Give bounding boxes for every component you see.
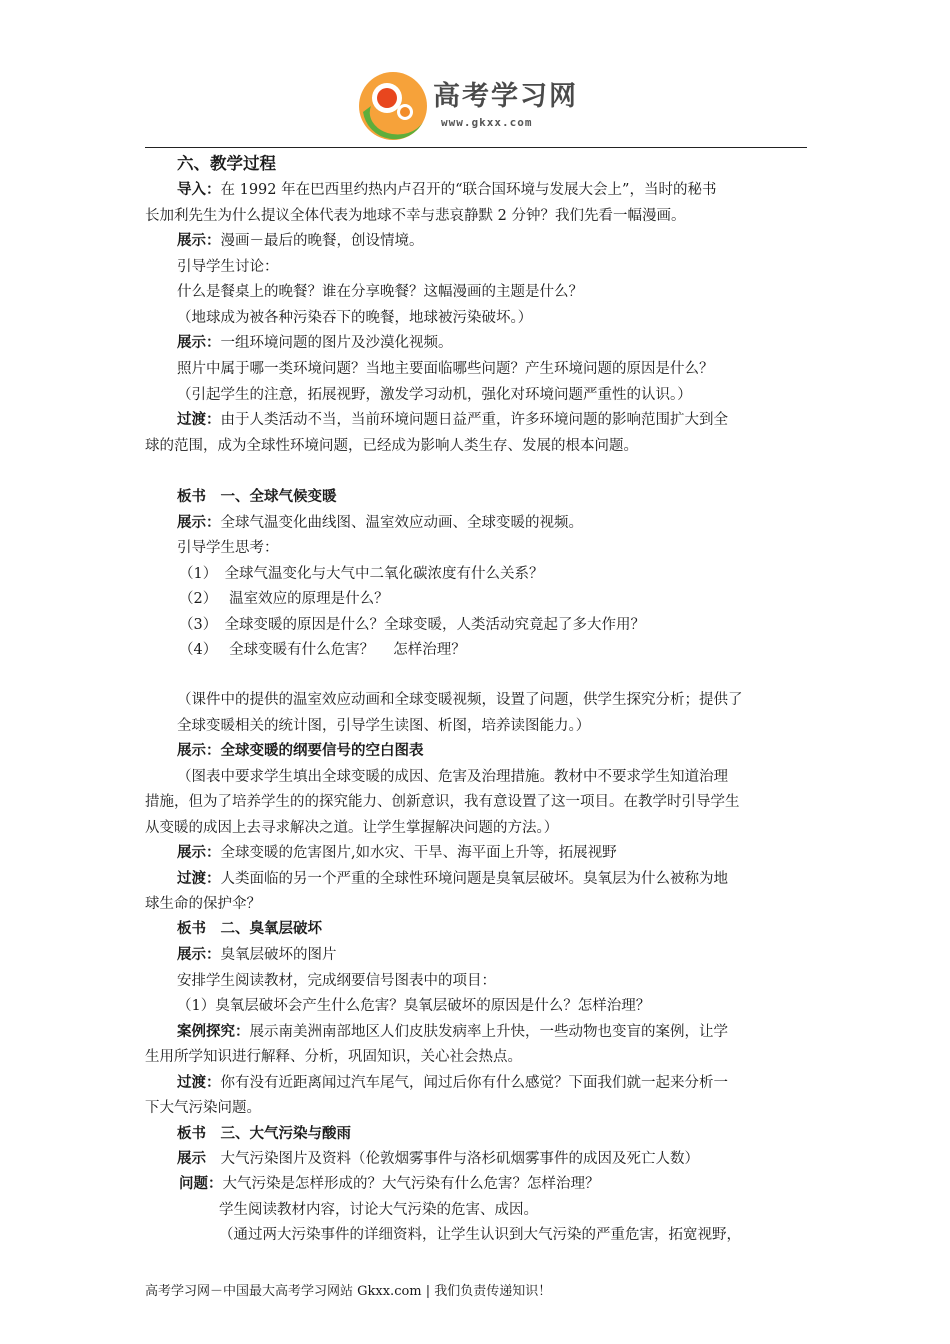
paragraph-label: 展示： (177, 232, 221, 249)
paragraph-label: 问题： (179, 1175, 223, 1192)
paragraph-label: 过渡： (177, 411, 221, 428)
paragraph-label: 展示 (177, 1150, 206, 1167)
paragraph-line (177, 538, 279, 558)
paragraph-line (177, 180, 716, 200)
paragraph-text: 学生阅读教材内容，讨论大气污染的危害、成因。 (219, 1202, 538, 1218)
page-header (145, 60, 807, 150)
paragraph-line (145, 818, 558, 838)
page-footer: 高考学习网－中国最大高考学习网站 Gkxx.com | 我们负责传递知识！ (145, 1284, 552, 1299)
paragraph-text: 长加利先生为什么提议全体代表为地球不幸与悲哀静默 2 分钟？我们先看一幅漫画。 (145, 208, 686, 224)
paragraph-label: 展示： (177, 844, 221, 861)
paragraph-line (177, 945, 337, 965)
paragraph-text: 照片中属于哪一类环境问题？当地主要面临哪些问题？产生环境问题的原因是什么？ (177, 361, 714, 377)
paragraph-label: 过渡： (177, 1074, 221, 1091)
paragraph-line (177, 919, 322, 939)
paragraph-line (177, 308, 532, 328)
paragraph-line (177, 690, 743, 710)
paragraph-line (179, 640, 466, 660)
paragraph-text: 引导学生讨论： (177, 259, 279, 275)
paragraph-line (177, 513, 583, 533)
paragraph-text: 漫画－最后的晚餐，创设情境。 (220, 233, 424, 249)
paragraph-text: 引导学生思考： (177, 540, 279, 556)
paragraph-text: 全球气温变化曲线图、温室效应动画、全球变暖的视频。 (220, 515, 583, 531)
paragraph-text: 臭氧层破坏的图片 (220, 947, 337, 963)
paragraph-label: 导入： (177, 181, 221, 198)
paragraph-line (177, 767, 728, 787)
paragraph-text: 安排学生阅读教材，完成纲要信号图表中的项目： (177, 973, 496, 989)
paragraph-label: 展示： (177, 514, 221, 531)
paragraph-text: （4） 全球变暖有什么危害？ 怎样治理？ (179, 642, 466, 658)
paragraph-line (179, 564, 543, 584)
paragraph-line (145, 1047, 522, 1067)
paragraph-text: （图表中要求学生填出全球变暖的成因、危害及治理措施。教材中不要求学生知道治理 (177, 769, 728, 785)
paragraph-text: （1）臭氧层破坏会产生什么危害？臭氧层破坏的原因是什么？怎样治理？ (177, 998, 651, 1014)
paragraph-text: 大气污染是怎样形成的？大气污染有什么危害？怎样治理？ (222, 1176, 600, 1192)
paragraph-text: 球的范围，成为全球性环境问题，已经成为影响人类生存、发展的根本问题。 (145, 438, 638, 454)
paragraph-line (177, 1124, 351, 1144)
paragraph-line (177, 359, 714, 379)
paragraph-text: （通过两大污染事件的详细资料，让学生认识到大气污染的严重危害，拓宽视野， (219, 1227, 741, 1243)
paragraph-label: 展示： (177, 334, 221, 351)
paragraph-text: 生用所学知识进行解释、分析，巩固知识，关心社会热点。 (145, 1049, 522, 1065)
paragraph-text: 全球变暖的危害图片,如水灾、干旱、海平面上升等，拓展视野 (220, 845, 617, 861)
paragraph-text: （课件中的提供的温室效应动画和全球变暖视频，设置了问题，供学生探究分析；提供了 (177, 692, 743, 708)
paragraph-line (145, 1098, 261, 1118)
paragraph-text: （3） 全球变暖的原因是什么？全球变暖，人类活动究竟起了多大作用？ (179, 617, 645, 633)
paragraph-line (179, 615, 645, 635)
paragraph-label: 板书 一、全球气候变暖 (177, 488, 337, 505)
paragraph-text: 什么是餐桌上的晚餐？谁在分享晚餐？这幅漫画的主题是什么？ (177, 284, 583, 300)
paragraph-line (177, 996, 650, 1016)
paragraph-text: 大气污染图片及资料（伦敦烟雾事件与洛杉矶烟雾事件的成因及死亡人数） (206, 1151, 699, 1167)
paragraph-text: 在 1992 年在巴西里约热内卢召开的“联合国环境与发展大会上”，当时的秘书 (220, 182, 717, 198)
paragraph-text: 一组环境问题的图片及沙漠化视频。 (220, 335, 453, 351)
paragraph-text: 从变暖的成因上去寻求解决之道。让学生掌握解决问题的方法。） (145, 820, 559, 836)
paragraph-line (177, 385, 692, 405)
site-name: 高考学习网 (433, 81, 578, 112)
paragraph-line (145, 206, 685, 226)
paragraph-line (145, 792, 740, 812)
paragraph-line (177, 487, 337, 507)
paragraph-line (179, 589, 389, 609)
paragraph-text: 球生命的保护伞？ (145, 896, 261, 912)
section-title: 六、教学过程 (177, 154, 276, 173)
paragraph-text: 措施，但为了培养学生的的探究能力、创新意识，我有意设置了这一项目。在教学时引导学生 (145, 794, 740, 810)
paragraph-text: 你有没有近距离闻过汽车尾气，闻过后你有什么感觉？下面我们就一起来分析一 (220, 1075, 728, 1091)
paragraph-line (177, 1149, 699, 1169)
paragraph-line (177, 282, 583, 302)
paragraph-label: 案例探究： (177, 1023, 250, 1040)
paragraph-text: 展示南美洲南部地区人们皮肤发病率上升快，一些动物也变盲的案例，让学 (249, 1024, 728, 1040)
paragraph-line (177, 971, 496, 991)
paragraph-line (219, 1225, 741, 1245)
paragraph-line (177, 1022, 728, 1042)
paragraph-label: 板书 三、大气污染与酸雨 (177, 1125, 351, 1142)
paragraph-line (177, 333, 453, 353)
paragraph-line (219, 1200, 538, 1220)
paragraph-label: 展示： (177, 946, 221, 963)
paragraph-text: 人类面临的另一个严重的全球性环境问题是臭氧层破坏。臭氧层为什么被称为地 (220, 871, 728, 887)
paragraph-line (145, 436, 638, 456)
paragraph-text: 下大气污染问题。 (145, 1100, 261, 1116)
paragraph-line (179, 1174, 600, 1194)
paragraph-text: （1） 全球气温变化与大气中二氧化碳浓度有什么关系？ (179, 566, 544, 582)
paragraph-text: （引起学生的注意，拓展视野，激发学习动机，强化对环境问题严重性的认识。） (177, 387, 692, 403)
paragraph-label: 展示：全球变暖的纲要信号的空白图表 (177, 742, 424, 759)
paragraph-text: 由于人类活动不当，当前环境问题日益严重，许多环境问题的影响范围扩大到全 (220, 412, 728, 428)
paragraph-text: 全球变暖相关的统计图，引导学生读图、析图，培养读图能力。） (177, 718, 591, 734)
paragraph-line (177, 231, 424, 251)
paragraph-label: 板书 二、臭氧层破坏 (177, 920, 322, 937)
paragraph-line (177, 257, 279, 277)
paragraph-line (177, 1073, 728, 1093)
paragraph-label: 过渡： (177, 870, 221, 887)
paragraph-line (177, 410, 728, 430)
paragraph-text: （地球成为被各种污染吞下的晚餐，地球被污染破坏。） (177, 310, 533, 326)
paragraph-line (145, 894, 261, 914)
paragraph-line (177, 741, 424, 761)
header-divider (145, 147, 807, 148)
gkxx-logo-icon (353, 66, 433, 146)
paragraph-line (177, 843, 617, 863)
site-url: www.gkxx.com (441, 116, 533, 129)
paragraph-line (177, 869, 728, 889)
paragraph-line (177, 716, 590, 736)
paragraph-text: （2） 温室效应的原理是什么？ (179, 591, 389, 607)
